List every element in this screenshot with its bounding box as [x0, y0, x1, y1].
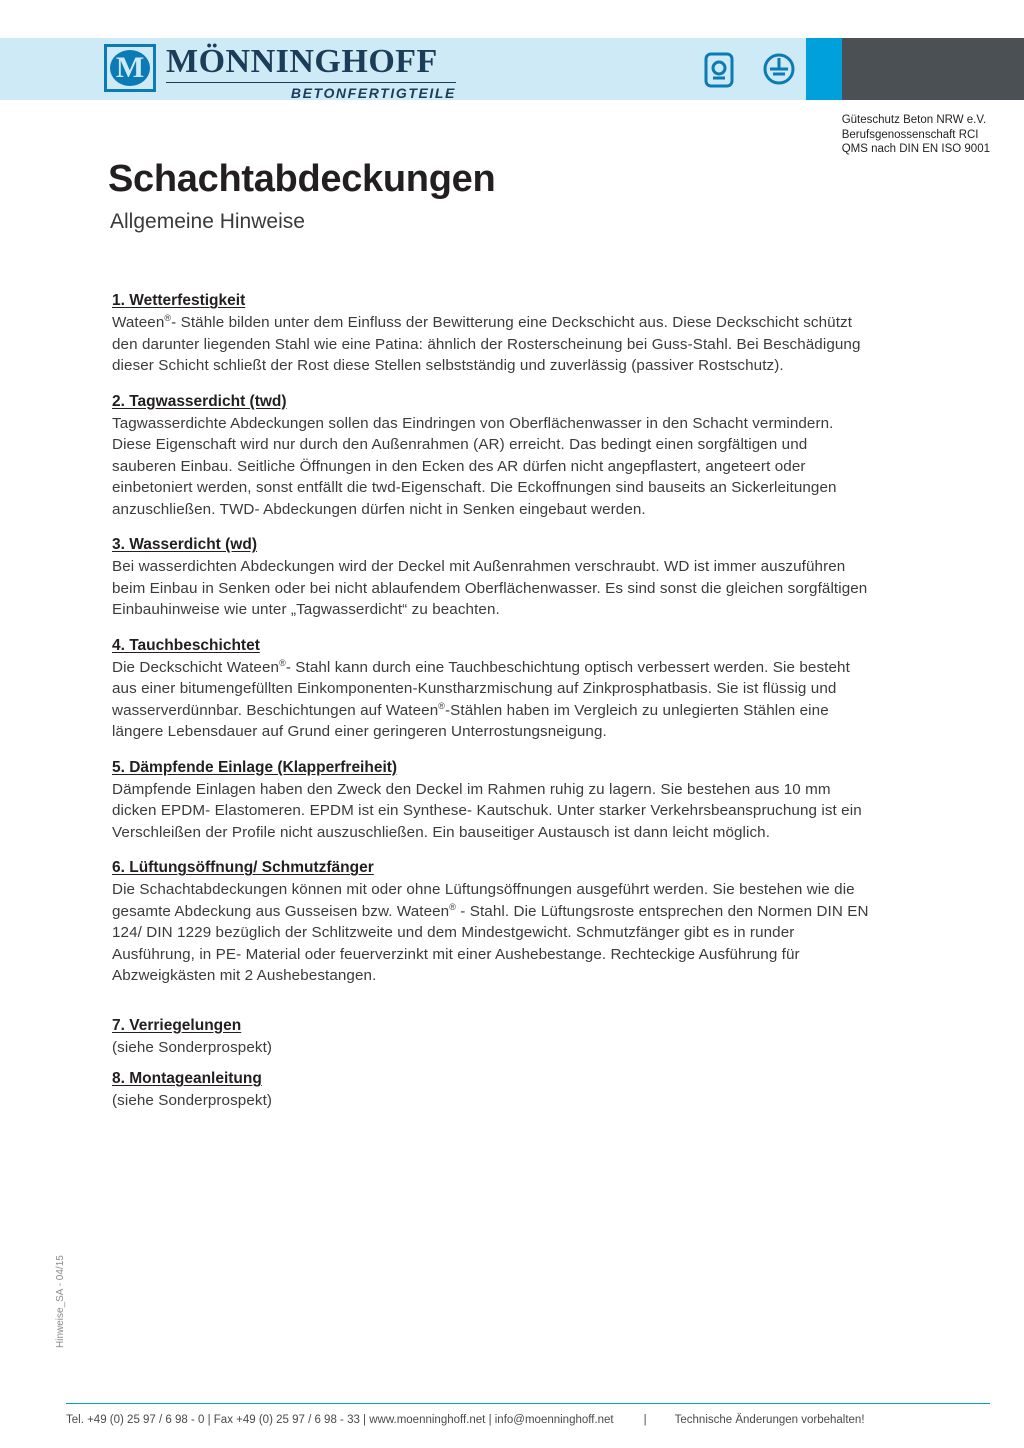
- logo-divider: [166, 82, 456, 83]
- section-heading: 6. Lüftungsöffnung/ Schmutzfänger: [112, 859, 374, 876]
- section-text: (siehe Sonderprospekt): [112, 1038, 273, 1056]
- section-spacer: [112, 1003, 872, 1017]
- logo-company-name: MÖNNINGHOFF: [166, 43, 438, 80]
- section-text: Die Schachtabdeckungen können mit oder ohne Lüftungsöffnungen ausgeführt werden. Sie bestehen wie die gesamte Abdeckung aus Gusseisen bzw. Wateen® - Stahl. Die Lüftungsroste entsprechen den Normen DIN EN 124/ DIN 1229 bezüglich der Schlitzweite und dem Mindestgewicht. Schmutzfänger gibt es in runder Ausführung, in PE- Material oder feuerverzinkt mit einer Aushebestange. Rechteckige Ausführung für Abzweigkästen mit 2 Aushebestangen.: [112, 881, 869, 984]
- section-tauchbeschichtet: [112, 637, 872, 743]
- cert-line-3: QMS nach DIN EN ISO 9001: [841, 143, 990, 155]
- section-heading: 4. Tauchbeschichtet: [112, 636, 260, 654]
- document-body: [112, 292, 872, 1128]
- section-heading: 5. Dämpfende Einlage (Klapperfreiheit): [112, 758, 398, 776]
- logo-letter: M: [110, 50, 150, 86]
- header-icon-group: [702, 52, 796, 88]
- logo-tagline: BETONFERTIGTEILE: [290, 85, 456, 101]
- section-wetterfestigkeit: [112, 292, 872, 377]
- section-montageanleitung: [112, 1070, 872, 1112]
- section-heading: 2. Tagwasserdicht (twd): [112, 392, 287, 410]
- section-heading: 3. Wasserdicht (wd): [112, 536, 257, 553]
- section-daempfende-einlage: [112, 759, 872, 844]
- section-tagwasserdicht: [112, 393, 872, 521]
- logo-wordmark: [166, 44, 456, 101]
- footer-contact: Tel. +49 (0) 25 97 / 6 98 - 0 | Fax +49 (0) 25 97 / 6 98 - 33 | www.moenninghoff.net | info@moenninghoff.net: [66, 1414, 614, 1426]
- section-text: Bei wasserdichten Abdeckungen wird der Deckel mit Außenrahmen verschraubt. WD ist immer auszuführen beim Einbau in Senken oder bei nicht ablaufendem Oberflächenwasser. Es sind sonst die gleichen sorgfältigen Einbauhinweise wie unter „Tagwasserdicht“ zu beachten.: [112, 558, 868, 618]
- logo-mark-icon: [104, 44, 156, 92]
- section-text: Die Deckschicht Wateen®- Stahl kann durch eine Tauchbeschichtung optisch verbessert werden. Sie besteht aus einer bitumengefüllten Einkomponenten-Kunstharzmischung auf Zinkprosphatbasis. Sie ist flüssig und wasserverdünnbar. Beschichtungen auf Wateen®-Stählen haben im Vergleich zu unlegierten Stählen eine längere Lebensdauer auf Grund einer geringeren Unterrostungsneigung.: [112, 657, 850, 740]
- footer-note: Technische Änderungen vorbehalten!: [674, 1414, 865, 1426]
- section-text: (siehe Sonderprospekt): [112, 1092, 273, 1109]
- footer-separator: |: [643, 1414, 647, 1426]
- grounding-symbol-icon: [762, 52, 796, 88]
- section-wasserdicht: [112, 536, 872, 621]
- section-text: Dämpfende Einlagen haben den Zweck den Deckel im Rahmen ruhig zu lagern. Sie bestehen aus 10 mm dicken EPDM- Elastomeren. EPDM ist ein Synthese- Kautschuk. Unter starker Verkehrsbeanspruchung ist ein Verschleißen der Profile nicht auszuschließen. Ein bauseitiger Austausch ist dann leicht möglich.: [112, 780, 862, 841]
- section-heading: 1. Wetterfestigkeit: [112, 292, 246, 309]
- footer-divider: [66, 1403, 990, 1404]
- page-subtitle: Allgemeine Hinweise: [110, 210, 305, 233]
- quality-seal-icon: [702, 52, 736, 88]
- footer: [66, 1414, 990, 1426]
- section-heading: 8. Montageanleitung: [112, 1070, 262, 1087]
- section-text: Tagwasserdichte Abdeckungen sollen das Eindringen von Oberflächenwasser in den Schacht vermindern. Diese Eigenschaft wird nur durch den Außenrahmen (AR) erreicht. Das bedingt einen sorgfältigen und sauberen Einbau. Seitliche Öffnungen in den Ecken des AR dürfen nicht angepflastert, angeteert oder einbetoniert werden, sonst entfällt die twd-Eigenschaft. Die Eckoffnungen sind bauseits an Sickerleitungen anzuschließen. TWD- Abdeckungen dürfen nicht in Senken eingebaut werden.: [112, 414, 837, 518]
- section-text: Wateen®- Stähle bilden unter dem Einfluss der Bewitterung eine Deckschicht aus. Diese Deckschicht schützt den darunter liegenden Stahl wie eine Patina: ähnlich der Rosterscheinung bei Guss-Stahl. Bei Beschädigung dieser Schicht schließt der Rost diese Stellen selbstständig und zuverlässig (passiver Rostschutz).: [112, 312, 861, 374]
- certification-block: [842, 113, 990, 157]
- page-title: Schachtabdeckungen: [108, 158, 496, 200]
- header-accent-blue: [806, 38, 842, 100]
- document-reference-code: Hinweise_SA - 04/15: [55, 1255, 66, 1348]
- cert-line-2: Berufsgenossenschaft RCI: [841, 128, 979, 141]
- company-logo: [104, 43, 456, 101]
- cert-line-1: Güteschutz Beton NRW e.V.: [841, 114, 987, 126]
- section-heading: 7. Verriegelungen: [112, 1016, 242, 1034]
- section-verriegelungen: [112, 1017, 872, 1059]
- header-accent-dark: [842, 38, 1024, 100]
- section-lueftungsoeffnung: [112, 859, 872, 987]
